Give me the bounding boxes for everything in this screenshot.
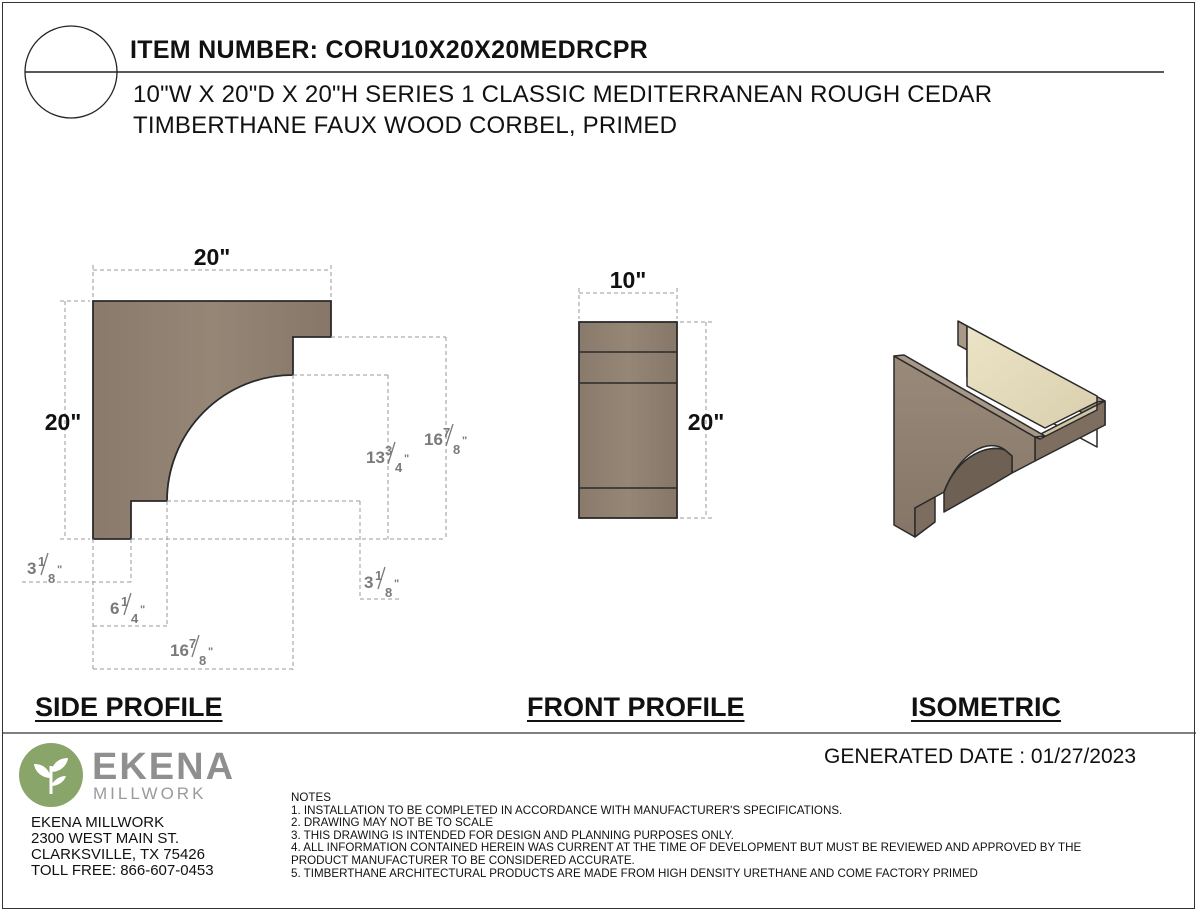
side-profile-label: SIDE PROFILE xyxy=(35,692,223,722)
company-city: CLARKSVILLE, TX 75426 xyxy=(31,846,205,863)
svg-text:16: 16 xyxy=(424,430,443,449)
svg-text:7: 7 xyxy=(443,425,451,440)
svg-text:": " xyxy=(394,578,400,590)
dim-16-7-8-bottom xyxy=(170,635,213,668)
svg-text:8: 8 xyxy=(48,571,56,586)
svg-text:3: 3 xyxy=(364,573,374,592)
svg-text:": " xyxy=(462,435,468,447)
product-description-line-2: TIMBERTHANE FAUX WOOD CORBEL, PRIMED xyxy=(133,112,678,139)
svg-text:8: 8 xyxy=(385,585,393,600)
front-height-dimension: 20" xyxy=(687,409,725,435)
notes-title: NOTES xyxy=(291,791,331,804)
company-phone: TOLL FREE: 866-607-0453 xyxy=(31,862,214,879)
company-name: EKENA MILLWORK xyxy=(31,814,165,831)
svg-text:8: 8 xyxy=(199,653,207,668)
logo-wordmark: EKENA xyxy=(92,746,236,788)
side-width-dimension: 20" xyxy=(193,244,231,270)
note-4: 4. ALL INFORMATION CONTAINED HEREIN WAS CURRENT AT THE TIME OF DEVELOPMENT BUT MUST BE REVIEWED AND APPROVED BY THE xyxy=(291,841,1082,855)
note-1: 1. INSTALLATION TO BE COMPLETED IN ACCORDANCE WITH MANUFACTURER'S SPECIFICATIONS. xyxy=(291,803,843,817)
isometric-drawing xyxy=(894,321,1105,537)
dim-3-1-8-right xyxy=(364,567,399,600)
svg-text:1: 1 xyxy=(38,554,46,569)
note-3: 3. THIS DRAWING IS INTENDED FOR DESIGN AND PLANNING PURPOSES ONLY. xyxy=(291,828,734,842)
svg-text:3: 3 xyxy=(385,443,393,458)
ekena-logo-leaf-icon xyxy=(18,742,86,810)
svg-text:": " xyxy=(57,564,63,576)
footer-divider xyxy=(0,730,1199,736)
svg-text:3: 3 xyxy=(27,559,37,578)
company-street: 2300 WEST MAIN ST. xyxy=(31,830,180,847)
dim-3-1-8-left xyxy=(27,553,62,586)
side-height-dimension: 20" xyxy=(44,409,82,435)
front-profile-label: FRONT PROFILE xyxy=(527,692,745,722)
svg-text:": " xyxy=(208,646,214,658)
svg-text:8: 8 xyxy=(453,442,461,457)
isometric-label: ISOMETRIC xyxy=(911,692,1062,722)
svg-text:16: 16 xyxy=(170,641,189,660)
logo-subtitle: MILLWORK xyxy=(93,784,207,803)
note-4-continued: PRODUCT MANUFACTURER TO BE CONSIDERED ACCURATE. xyxy=(291,853,635,867)
svg-text:": " xyxy=(140,604,146,616)
note-5: 5. TIMBERTHANE ARCHITECTURAL PRODUCTS ARE MADE FROM HIGH DENSITY URETHANE AND COME FACTORY PRIMED xyxy=(291,866,978,880)
svg-text:7: 7 xyxy=(189,636,197,651)
svg-text:1: 1 xyxy=(375,568,383,583)
front-width-dimension: 10" xyxy=(609,267,647,293)
svg-text:4: 4 xyxy=(395,460,403,475)
generated-date: GENERATED DATE : 01/27/2023 xyxy=(824,745,1137,768)
svg-text:": " xyxy=(404,453,410,465)
svg-text:6: 6 xyxy=(110,599,120,618)
side-profile-drawing xyxy=(93,301,331,539)
front-profile-drawing xyxy=(579,322,677,518)
item-number: ITEM NUMBER: CORU10X20X20MEDRCPR xyxy=(130,36,649,64)
note-2: 2. DRAWING MAY NOT BE TO SCALE xyxy=(291,816,494,830)
product-description-line-1: 10"W X 20"D X 20"H SERIES 1 CLASSIC MEDITERRANEAN ROUGH CEDAR xyxy=(133,81,993,108)
svg-text:1: 1 xyxy=(121,594,129,609)
dim-13-3-4 xyxy=(366,442,409,475)
svg-text:4: 4 xyxy=(131,611,139,626)
svg-text:13: 13 xyxy=(366,448,385,467)
dim-6-1-4 xyxy=(110,593,145,626)
notes-block xyxy=(291,792,1081,880)
